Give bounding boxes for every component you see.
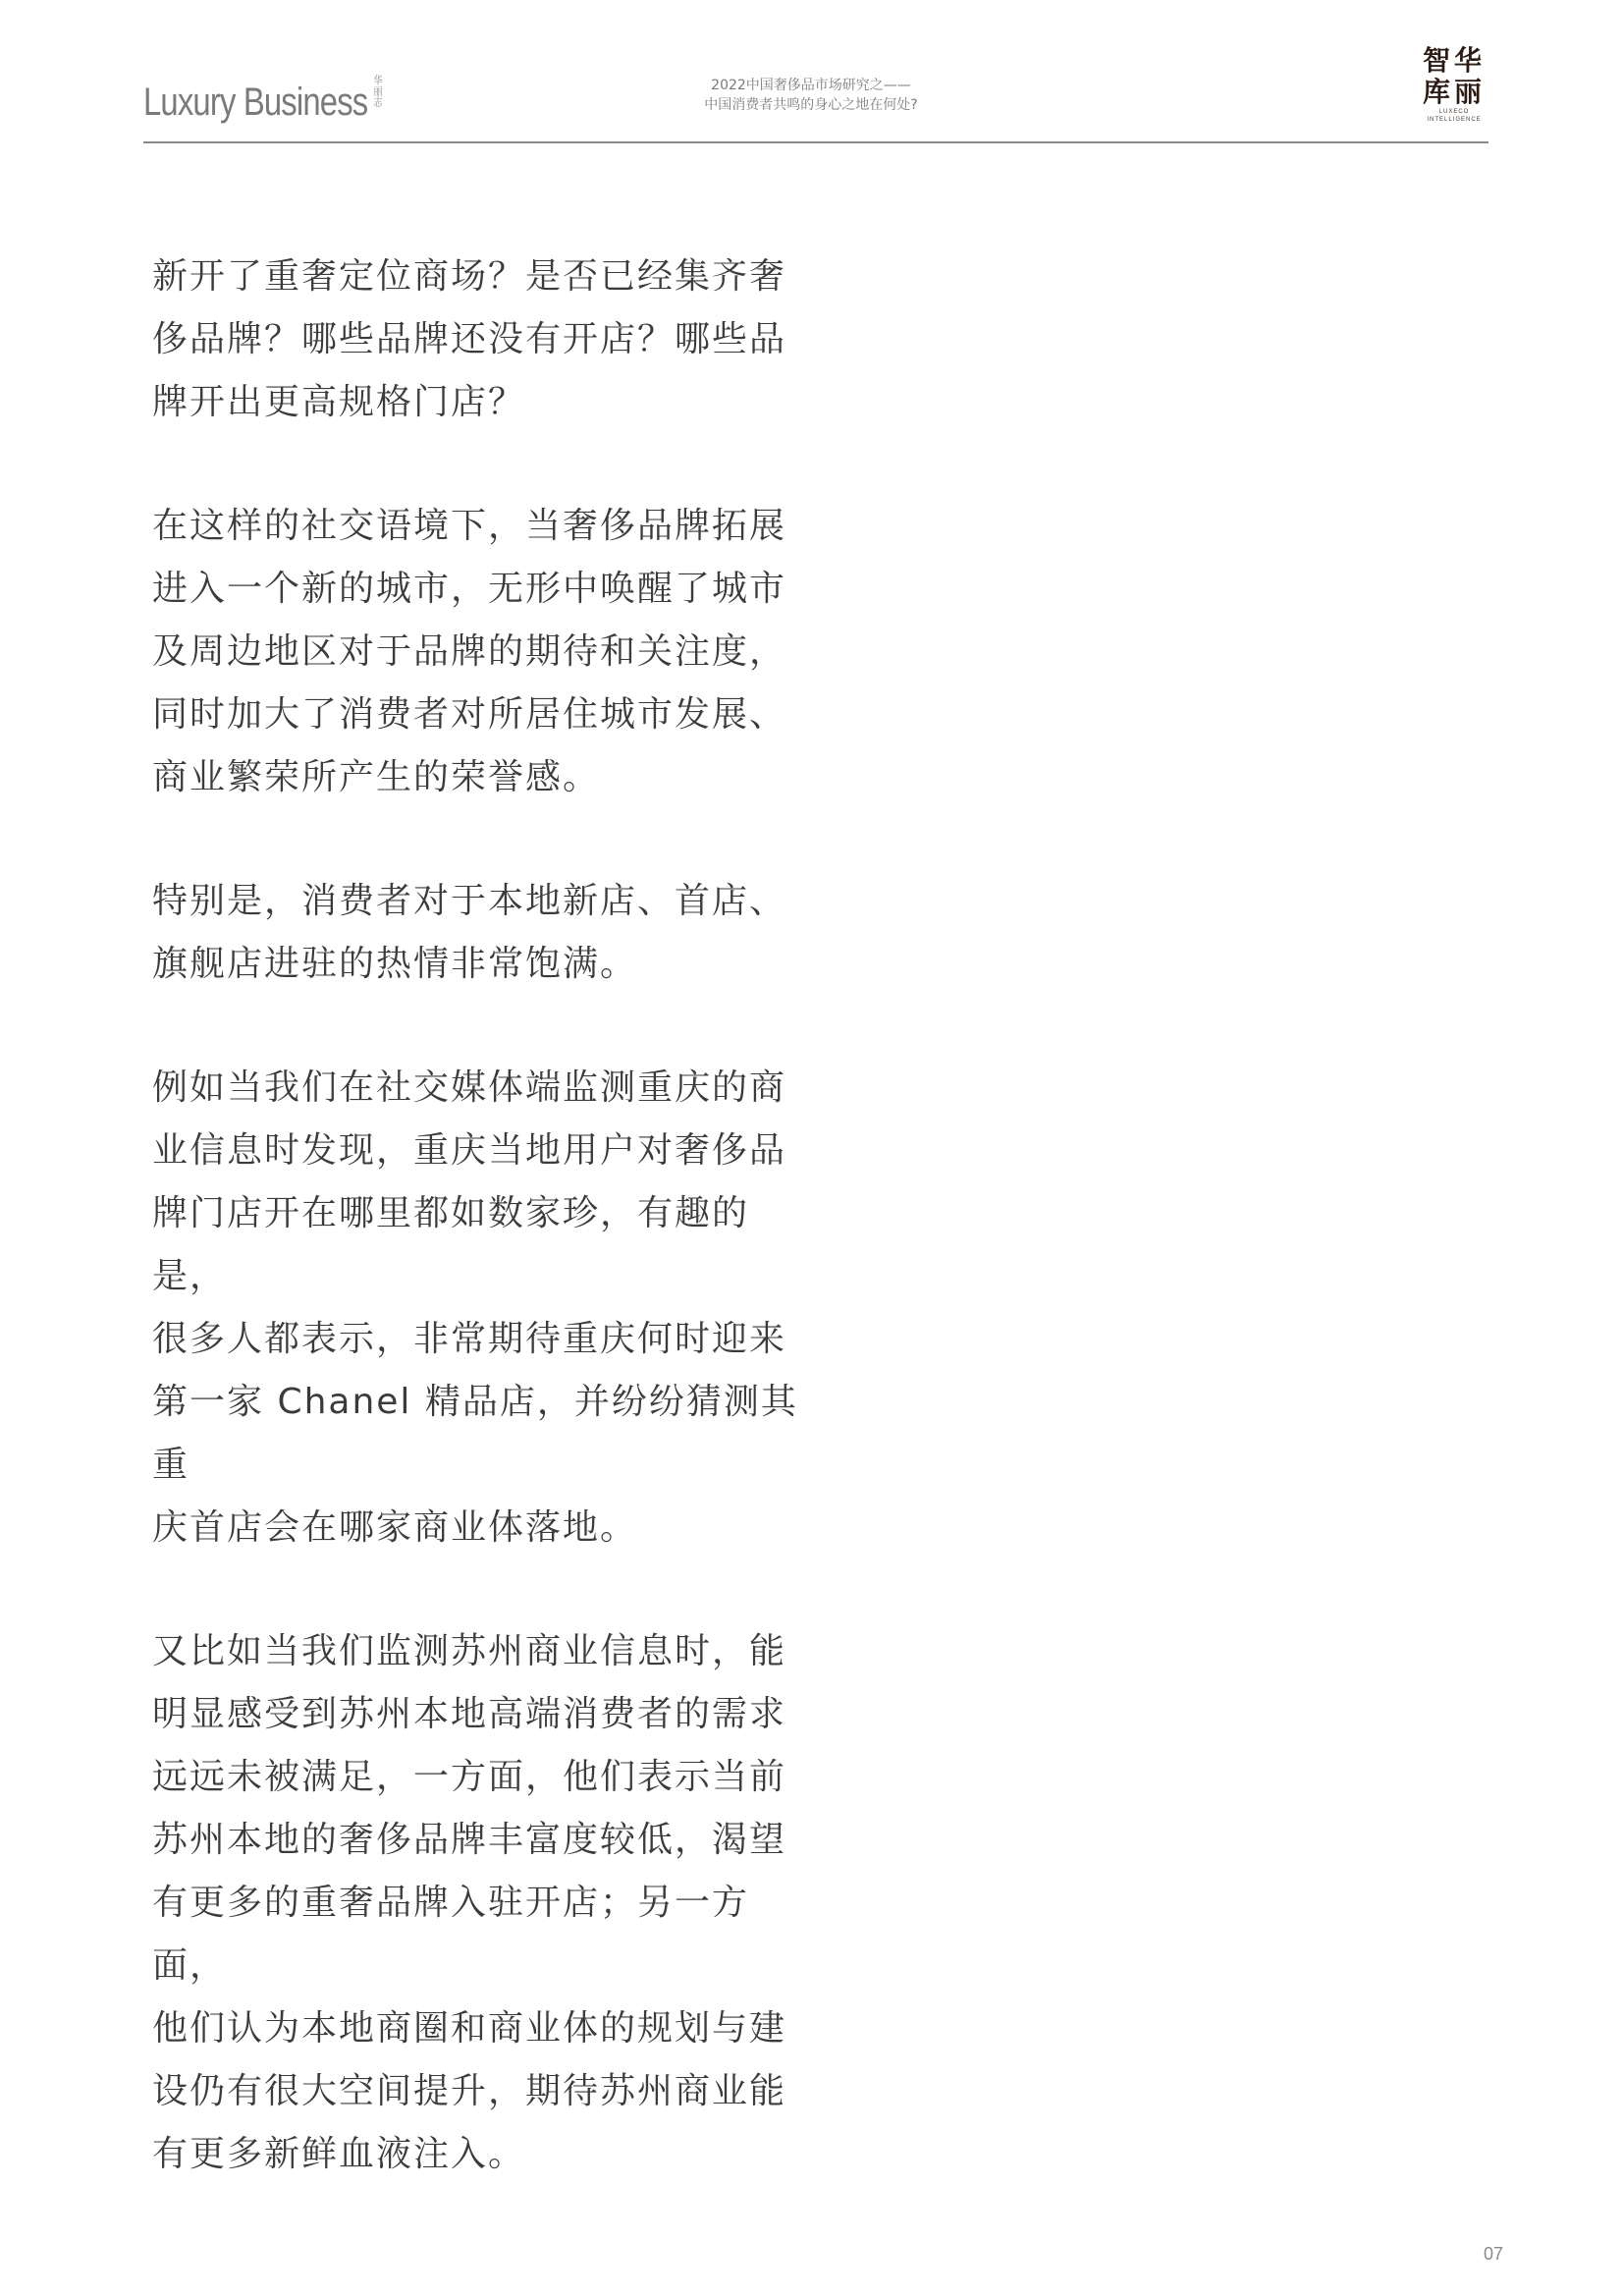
luxeco-logo	[1420, 45, 1488, 134]
body-text	[152, 246, 800, 2247]
logo-en-line1: LUXECO	[1438, 109, 1470, 115]
logo-cn-line1: 智华	[1422, 44, 1486, 77]
paragraph: 又比如当我们监测苏州商业信息时，能 明显感受到苏州本地高端消费者的需求 远远未被满足，一方面，他们表示当前 苏州本地的奢侈品牌丰富度较低，渴望 有更多的重奢品牌入驻开店；另一方面， 他们认为本地商圈和商业体的规划与建 设仍有很大空间提升，期待苏州商业能 有更多新鲜血液注入。	[152, 1631, 787, 2174]
report-title-line2: 中国消费者共鸣的身心之地在何处?	[704, 97, 918, 113]
page-number: 07	[1483, 2244, 1503, 2264]
paragraph: 在这样的社交语境下，当奢侈品牌拓展 进入一个新的城市，无形中唤醒了城市 及周边地区对于品牌的期待和关注度， 同时加大了消费者对所居住城市发展、 商业繁荣所产生的荣誉感。	[152, 506, 787, 797]
header-divider	[143, 141, 1488, 143]
logo-cn-line2: 库丽	[1422, 76, 1486, 108]
report-title-line1: 2022中国奢侈品市场研究之——	[711, 78, 911, 93]
brand-logo	[143, 75, 384, 125]
paragraph: 特别是，消费者对于本地新店、首店、 旗舰店进驻的热情非常饱满。	[152, 881, 787, 984]
page-header	[143, 44, 1488, 143]
brand-mark: 华丽志	[372, 75, 383, 107]
paragraph: 新开了重奢定位商场？是否已经集齐奢 侈品牌？哪些品牌还没有开店？哪些品 牌开出更高规格门店？	[152, 256, 787, 422]
logo-en-line2: INTELLIGENCE	[1427, 117, 1482, 123]
brand-name: Luxury Business	[143, 81, 368, 124]
report-title	[654, 76, 968, 115]
paragraph: 例如当我们在社交媒体端监测重庆的商 业信息时发现，重庆当地用户对奢侈品 牌门店开在哪里都如数家珍，有趣的是， 很多人都表示，非常期待重庆何时迎来 第一家 Chanel 精品店，并纷纷猜测其重 庆首店会在哪家商业体落地。	[152, 1067, 798, 1548]
